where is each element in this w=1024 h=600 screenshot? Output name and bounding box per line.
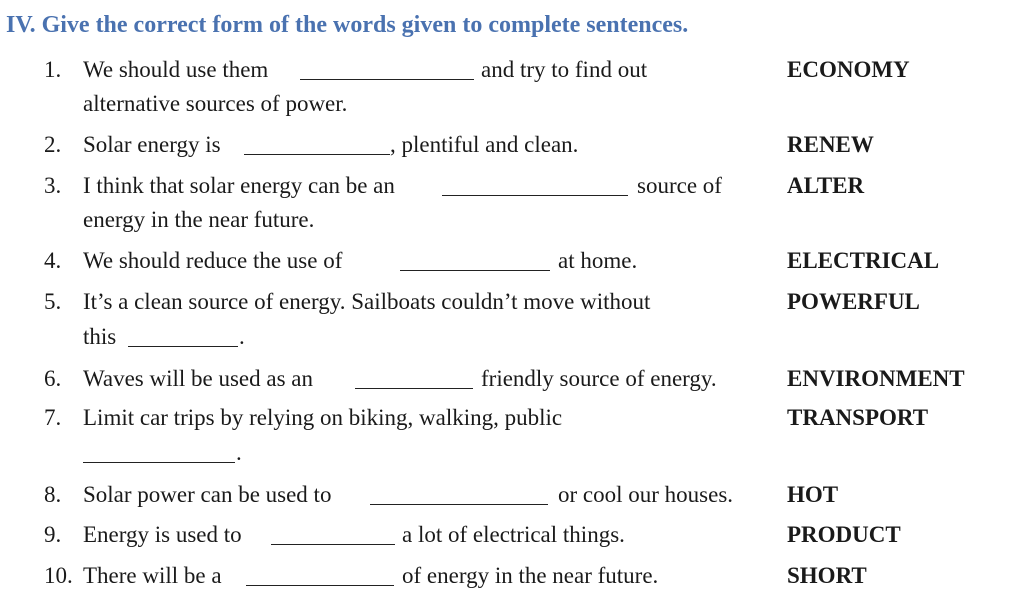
item-text-before: Limit car trips by relying on biking, walking, public [83, 405, 563, 430]
item-text-after: friendly source of energy. [481, 366, 717, 391]
answer-blank[interactable] [355, 388, 473, 389]
item-text-before: Energy is used to [83, 522, 242, 547]
item-text-before: Solar energy is [83, 132, 221, 157]
exercise-heading [6, 12, 688, 39]
word-cue: ECONOMY [787, 57, 910, 82]
answer-blank[interactable] [83, 462, 235, 463]
answer-blank[interactable] [128, 346, 238, 347]
answer-blank[interactable] [246, 585, 394, 586]
word-cue: POWERFUL [787, 289, 920, 314]
item-text-continued: alternative sources of power. [83, 91, 348, 116]
item-text-before: It’s a clean source of energy. Sailboats couldn’t move without [83, 289, 651, 314]
item-text-after: and try to find out [481, 57, 648, 82]
word-cue: SHORT [787, 563, 867, 588]
item-text-before: Waves will be used as an [83, 366, 313, 391]
word-cue: HOT [787, 482, 839, 507]
item-number: 7. [44, 405, 62, 430]
word-cue: RENEW [787, 132, 874, 157]
exercise-number: IV. [6, 12, 36, 38]
answer-blank[interactable] [271, 544, 395, 545]
item-text-after: of energy in the near future. [402, 563, 659, 588]
item-text-end: . [239, 324, 245, 349]
item-number: 10. [44, 563, 73, 588]
item-text-before: We should use them [83, 57, 269, 82]
item-text-continued: this [83, 324, 117, 349]
word-cue: ALTER [787, 173, 865, 198]
item-number: 1. [44, 57, 62, 82]
item-text-after: , plentiful and clean. [390, 132, 579, 157]
answer-blank[interactable] [370, 504, 548, 505]
exercise-title: Give the correct form of the words given to complete sentences. [41, 12, 689, 38]
item-number: 9. [44, 522, 62, 547]
answer-blank[interactable] [244, 154, 390, 155]
item-number: 2. [44, 132, 62, 157]
word-cue: TRANSPORT [787, 405, 929, 430]
item-text-before: We should reduce the use of [83, 248, 343, 273]
item-text-after: source of [637, 173, 722, 198]
item-text-before: Solar power can be used to [83, 482, 332, 507]
item-text-after: or cool our houses. [558, 482, 734, 507]
item-text-after: at home. [558, 248, 638, 273]
answer-blank[interactable] [300, 79, 474, 80]
item-text-before: I think that solar energy can be an [83, 173, 395, 198]
item-number: 6. [44, 366, 62, 391]
item-number: 8. [44, 482, 62, 507]
word-cue: ELECTRICAL [787, 248, 940, 273]
word-cue: PRODUCT [787, 522, 901, 547]
item-text-before: There will be a [83, 563, 222, 588]
item-number: 4. [44, 248, 62, 273]
word-cue: ENVIRONMENT [787, 366, 965, 391]
answer-blank[interactable] [442, 195, 628, 196]
item-number: 3. [44, 173, 62, 198]
answer-blank[interactable] [400, 270, 550, 271]
item-text-end: . [236, 440, 242, 465]
item-number: 5. [44, 289, 62, 314]
item-text-continued: energy in the near future. [83, 207, 315, 232]
item-text-after: a lot of electrical things. [402, 522, 625, 547]
